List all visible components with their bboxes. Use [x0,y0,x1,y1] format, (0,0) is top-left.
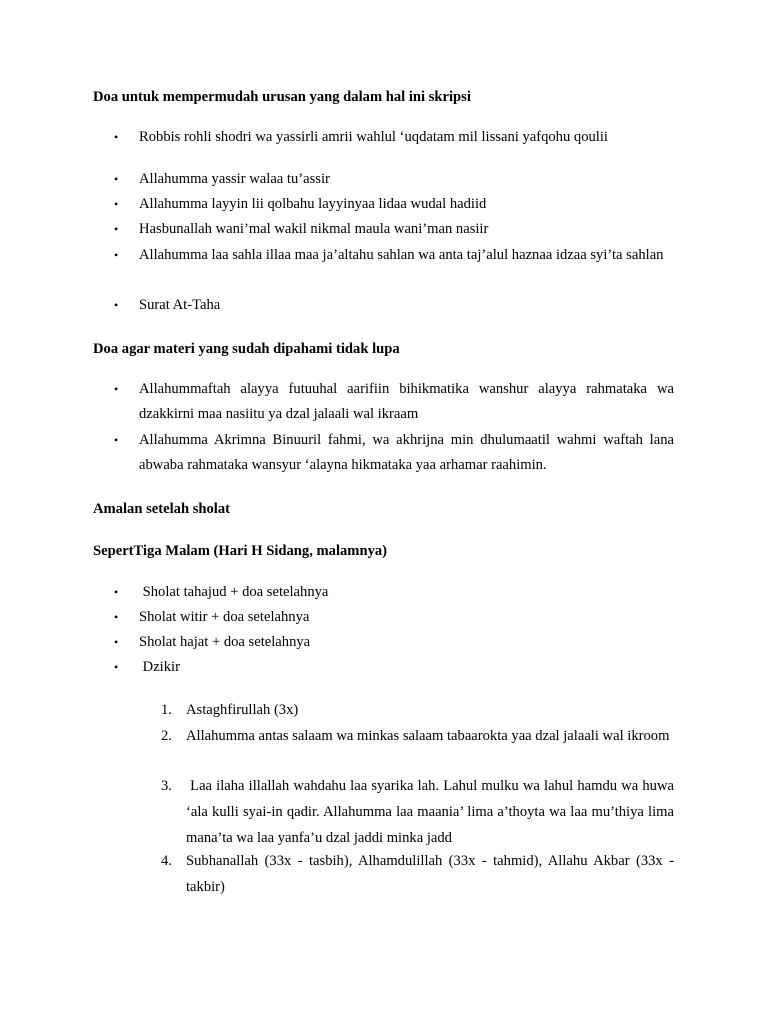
bullet-icon: • [114,585,119,599]
numbered-item: Astaghfirullah (3x) [186,702,299,718]
list-item: Surat At-Taha [139,297,221,313]
list-item: Hasbunallah wani’mal wakil nikmal maula wani’man nasiir [139,221,489,237]
bullet-icon: • [114,635,119,649]
heading-tiga-malam: SepertTiga Malam (Hari H Sidang, malamnya) [93,543,388,559]
bullet-icon: • [114,172,119,186]
bullet-icon: • [114,660,119,674]
list-item: Sholat tahajud + doa setelahnya [139,584,329,600]
bullet-icon: • [114,248,119,262]
list-number: 4. [161,853,172,869]
list-item: Allahumma layyin lii qolbahu layyinyaa lidaa wudal hadiid [139,196,487,212]
bullet-icon: • [114,130,119,144]
bullet-icon: • [114,610,119,624]
bullet-icon: • [114,382,119,396]
numbered-item: Laa ilaha illallah wahdahu laa syarika lah. Lahul mulku wa lahul hamdu wa huwa ‘ala kulli syai-in qadir. Allahumma laa maania’ lima a’thoyta wa laa mu’thiya lima mana’ta wa laa yanfa’u dzal jaddi minka jadd [186,778,678,846]
list-item: Sholat hajat + doa setelahnya [139,634,311,650]
list-item: Robbis rohli shodri wa yassirli amrii wahlul ‘uqdatam mil lissani yafqohu qoulii [139,129,608,145]
list-item: Sholat witir + doa setelahnya [139,609,310,625]
list-number: 1. [161,702,172,718]
list-item: Allahummaftah alayya futuuhal aarifiin bihikmatika wanshur alayya rahmataka wa dzakkirni maa nasiitu ya dzal jalaali wal ikraam [139,381,674,422]
list-item: Allahumma Akrimna Binuuril fahmi, wa akhrijna min dhulumaatil wahmi waftah lana abwaba rahmataka wansyur ‘alayna hikmataka yaa arhamar raahimin. [139,432,674,473]
heading-amalan: Amalan setelah sholat [93,501,231,517]
list-item: Allahumma laa sahla illaa maa ja’altahu sahlan wa anta taj’alul haznaa idzaa syi’ta sahlan [139,247,664,263]
bullet-icon: • [114,298,119,312]
heading-doa-urusan: Doa untuk mempermudah urusan yang dalam hal ini skripsi [93,89,471,105]
numbered-item: Subhanallah (33x - tasbih), Alhamdulillah (33x - tahmid), Allahu Akbar (33x - takbir) [186,853,674,895]
list-number: 2. [161,728,172,744]
list-number: 3. [161,778,172,794]
list-item: Allahumma yassir walaa tu’assir [139,171,330,187]
bullet-icon: • [114,222,119,236]
list-item: Dzikir [139,659,180,675]
numbered-item: Allahumma antas salaam wa minkas salaam tabaarokta yaa dzal jalaali wal ikroom [186,728,670,744]
bullet-icon: • [114,433,119,447]
bullet-icon: • [114,197,119,211]
heading-doa-materi: Doa agar materi yang sudah dipahami tidak lupa [93,341,400,357]
